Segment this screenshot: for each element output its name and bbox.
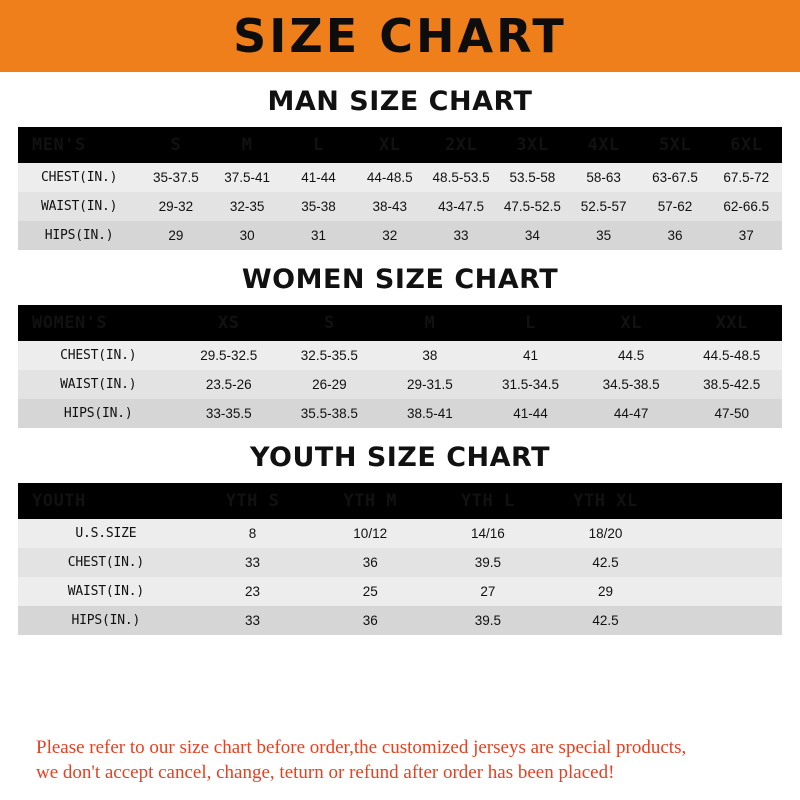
banner-stripe-left [0,0,34,72]
cell: 29-31.5 [380,370,481,399]
table-row [18,519,782,548]
cell: 26-29 [279,370,380,399]
cell: 37 [711,221,782,250]
header-cell: M [241,135,253,155]
cell: 39.5 [429,548,547,577]
cell: 39.5 [429,606,547,635]
row-label: U.S.SIZE [18,519,194,548]
header-cell: XS [217,313,240,333]
cell: 35-38 [283,192,354,221]
row-label: WAIST(IN.) [18,577,194,606]
section-title-man: MAN SIZE CHART [267,86,533,117]
header-cell: L [525,313,536,333]
cell: 31.5-34.5 [480,370,581,399]
page-banner [0,0,800,72]
cell: 63-67.5 [639,163,710,192]
cell: 14/16 [429,519,547,548]
cell: 36 [311,606,429,635]
chart-content [0,72,800,800]
cell: 38.5-41 [380,399,481,428]
header-cell: 2XL [444,135,478,155]
table-row [18,163,782,192]
cell: 41 [480,341,581,370]
cell: 44-48.5 [354,163,425,192]
header-cell: XL [379,135,401,155]
header-cell: YTH M [343,491,398,511]
cell: 42.5 [547,606,665,635]
banner-stripe-right [766,0,800,72]
cell: 29 [547,577,665,606]
row-label: HIPS(IN.) [18,221,140,250]
header-cell: S [170,135,182,155]
header-cell: XXL [715,313,748,333]
cell: 25 [311,577,429,606]
section-youth [18,442,782,635]
row-label: CHEST(IN.) [18,163,140,192]
cell: 36 [639,221,710,250]
cell: 33 [194,606,312,635]
cell: 33-35.5 [178,399,279,428]
table-row [18,399,782,428]
header-cell: M [424,313,436,333]
row-label: WAIST(IN.) [18,370,178,399]
row-label: CHEST(IN.) [18,548,194,577]
cell-spacer [664,606,782,635]
header-cell: 4XL [587,135,620,155]
cell: 27 [429,577,547,606]
cell: 34 [497,221,568,250]
cell: 8 [194,519,312,548]
cell: 38 [380,341,481,370]
cell: 29-32 [140,192,211,221]
row-label: WAIST(IN.) [18,192,140,221]
table-header-row [18,483,782,519]
cell: 42.5 [547,548,665,577]
cell: 44.5 [581,341,682,370]
row-label: CHEST(IN.) [18,341,178,370]
table-header-row [18,305,782,341]
cell: 41-44 [480,399,581,428]
table-row [18,577,782,606]
header-cell: YTH XL [573,491,638,511]
cell: 23 [194,577,312,606]
section-title-women: WOMEN SIZE CHART [241,264,559,295]
cell: 33 [194,548,312,577]
cell: 52.5-57 [568,192,639,221]
women-size-table [18,305,782,428]
header-cell: XL [620,313,642,333]
header-cell: 5XL [658,135,692,155]
header-cell: 3XL [516,135,549,155]
cell: 44.5-48.5 [681,341,782,370]
header-cell: YTH S [225,491,280,511]
cell: 29 [140,221,211,250]
header-cell: YOUTH [32,491,86,511]
cell: 18/20 [547,519,665,548]
footer-disclaimer [18,727,782,800]
cell: 23.5-26 [178,370,279,399]
table-row [18,370,782,399]
cell-spacer [664,577,782,606]
cell: 38-43 [354,192,425,221]
cell: 32-35 [212,192,283,221]
cell: 47.5-52.5 [497,192,568,221]
header-cell: MEN'S [32,135,86,155]
table-row [18,192,782,221]
cell: 67.5-72 [711,163,782,192]
cell: 30 [212,221,283,250]
cell: 34.5-38.5 [581,370,682,399]
cell: 58-63 [568,163,639,192]
cell: 62-66.5 [711,192,782,221]
header-cell: 6XL [730,135,763,155]
section-women [18,264,782,428]
table-row [18,341,782,370]
header-cell: S [323,313,335,333]
cell: 53.5-58 [497,163,568,192]
footer-line-2: we don't accept cancel, change, teturn or refund after order has been placed! [36,762,615,784]
cell: 48.5-53.5 [425,163,496,192]
youth-size-table [18,483,782,635]
header-cell: WOMEN'S [32,313,108,333]
cell: 35.5-38.5 [279,399,380,428]
header-cell: YTH L [461,491,515,511]
cell: 43-47.5 [425,192,496,221]
row-label: HIPS(IN.) [18,399,178,428]
cell: 47-50 [681,399,782,428]
cell-spacer [664,548,782,577]
section-man [18,86,782,250]
cell: 36 [311,548,429,577]
cell: 44-47 [581,399,682,428]
cell: 41-44 [283,163,354,192]
table-row [18,221,782,250]
man-size-table [18,127,782,250]
page-title: SIZE CHART [233,9,567,63]
cell: 38.5-42.5 [681,370,782,399]
header-cell: L [313,135,324,155]
header-cell-spacer [664,483,782,519]
cell: 32.5-35.5 [279,341,380,370]
cell: 31 [283,221,354,250]
section-title-youth: YOUTH SIZE CHART [249,442,551,473]
cell-spacer [664,519,782,548]
table-header-row [18,127,782,163]
cell: 33 [425,221,496,250]
table-row [18,606,782,635]
cell: 35-37.5 [140,163,211,192]
cell: 57-62 [639,192,710,221]
cell: 37.5-41 [212,163,283,192]
row-label: HIPS(IN.) [18,606,194,635]
cell: 10/12 [311,519,429,548]
cell: 35 [568,221,639,250]
footer-line-1: Please refer to our size chart before order,the customized jerseys are special products, [36,736,687,758]
cell: 29.5-32.5 [178,341,279,370]
cell: 32 [354,221,425,250]
table-row [18,548,782,577]
